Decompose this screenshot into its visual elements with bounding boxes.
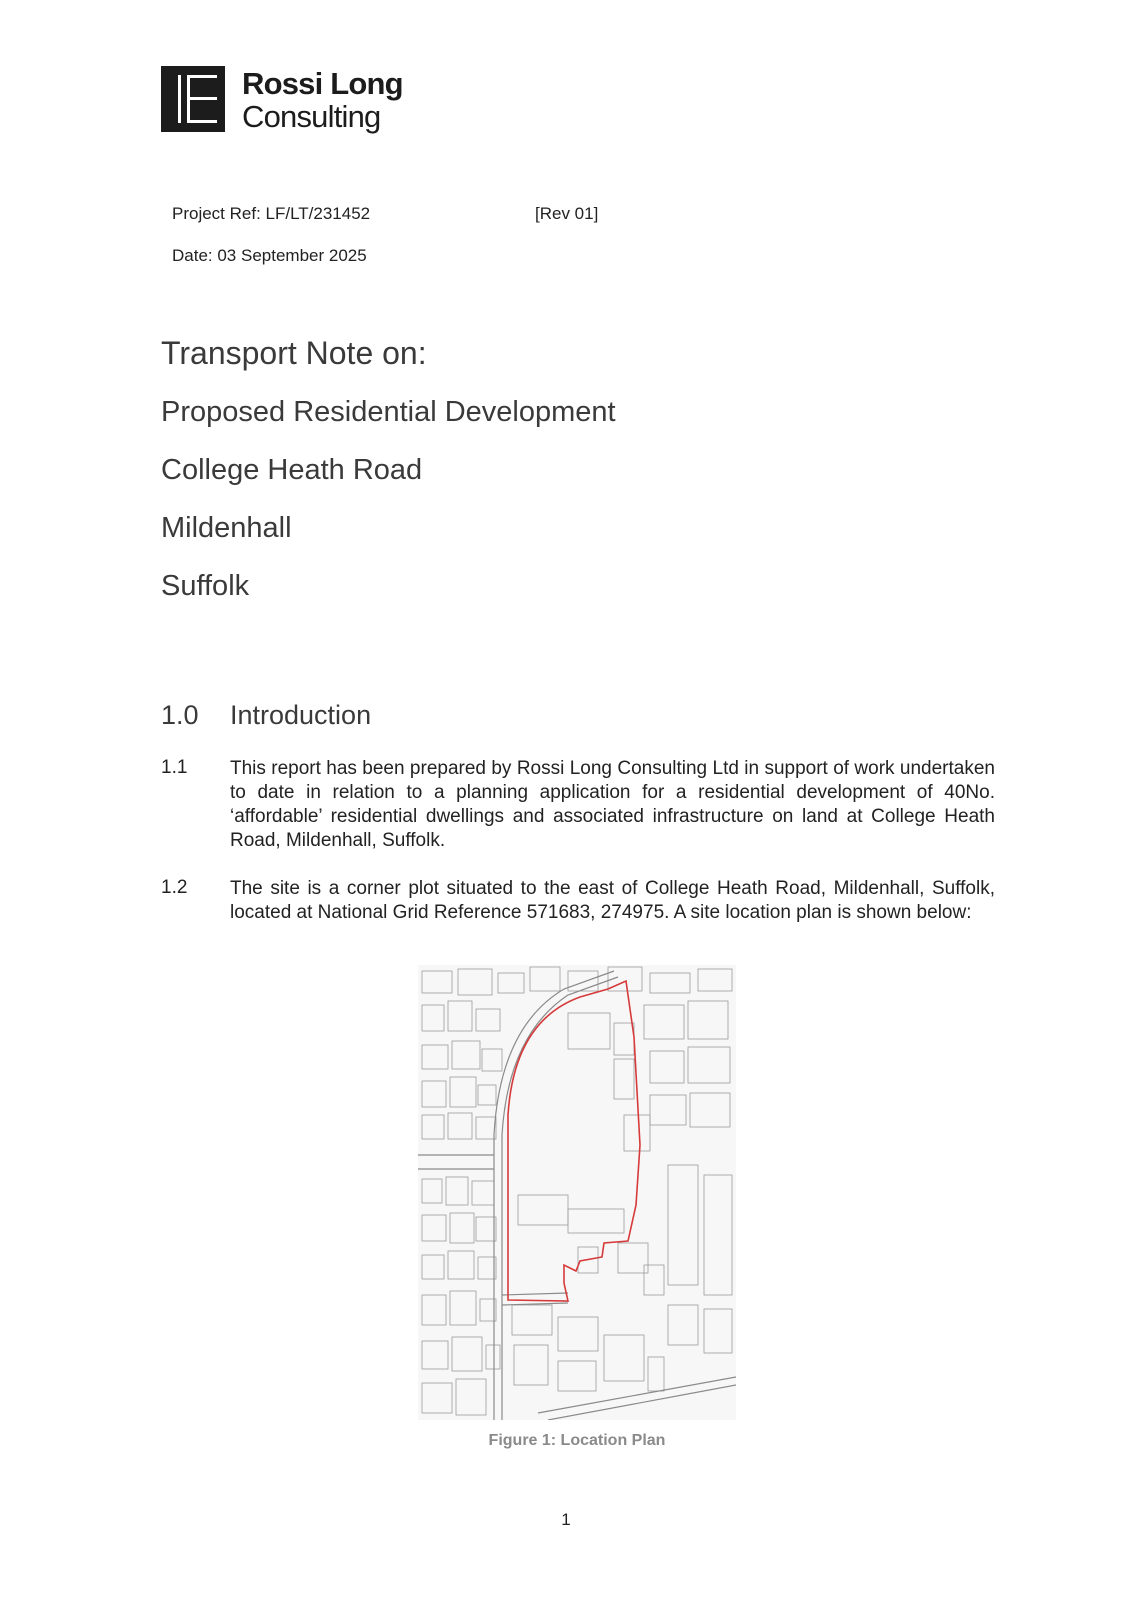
company-logo [161, 66, 431, 138]
paragraph-text: This report has been prepared by Rossi Long Consulting Ltd in support of work undertaken to date in relation to a planning application for a residential development of 40No. ‘affordable’ residential dwellings and associated infrastructure on land at College Heath Road, Mildenhall, Suffolk. [230, 758, 995, 851]
paragraph-number: 1.2 [161, 877, 188, 898]
title-line-development: Proposed Residential Development [161, 396, 616, 428]
logo-company-subtitle: Consulting [242, 99, 381, 134]
title-line-road: College Heath Road [161, 454, 423, 486]
title-line-town: Mildenhall [161, 512, 292, 544]
location-plan-map [418, 965, 736, 1420]
document-date: Date: 03 September 2025 [172, 246, 367, 265]
document-title: Transport Note on: [161, 335, 427, 371]
figure-caption: Figure 1: Location Plan [488, 1432, 666, 1449]
paragraph-number: 1.1 [161, 757, 188, 778]
title-line-county: Suffolk [161, 570, 250, 602]
section-title: Introduction [230, 700, 372, 730]
section-number: 1.0 [161, 700, 199, 730]
project-ref: Project Ref: LF/LT/231452 [172, 204, 371, 223]
logo-mark-icon [161, 66, 225, 132]
paragraph-text: The site is a corner plot situated to the east of College Heath Road, Mildenhall, Suffolk, located at National Grid Reference 571683, 274975. A site location plan is shown below: [230, 878, 995, 923]
page-number: 1 [561, 1510, 571, 1529]
logo-company-name: Rossi Long [242, 66, 403, 101]
revision: [Rev 01] [535, 204, 599, 223]
